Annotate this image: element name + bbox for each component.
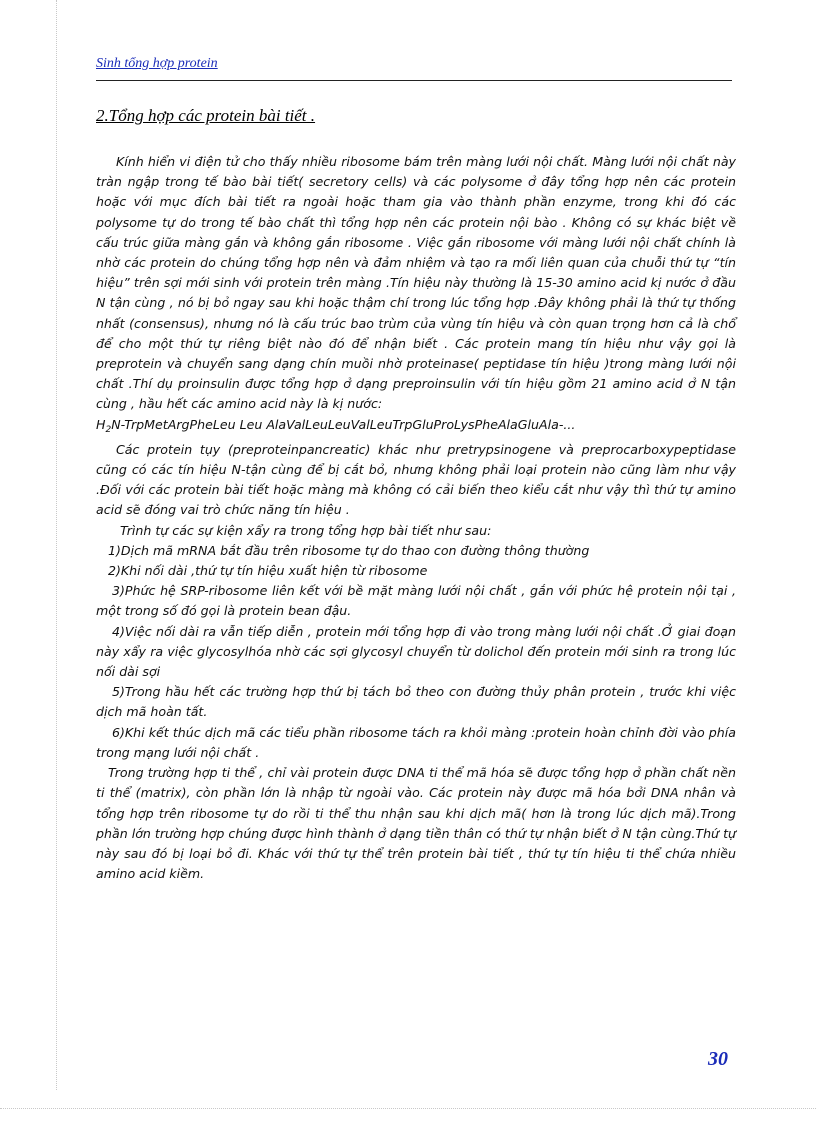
section-title: 2.Tổng hợp các protein bài tiết .: [96, 106, 316, 125]
paragraph-sequence-intro: Trình tự các sự kiện xẩy ra trong tổng hợp bài tiết như sau:: [120, 522, 492, 538]
page-number: 30: [708, 1048, 728, 1070]
header-divider: [96, 80, 732, 81]
page-border-left: [56, 0, 57, 1090]
document-body: [96, 152, 736, 884]
sequence-subscript: 2: [105, 424, 112, 435]
step-6: 6)Khi kết thúc dịch mã các tiểu phần ribosome tách ra khỏi màng :protein hoàn chỉnh đời vào phía trong mạng lưới nội chất .: [96, 724, 736, 760]
sequence-rest: N-TrpMetArgPheLeu Leu AlaValLeuLeuValLeuTrpGluProLysPheAlaGluAla-...: [111, 416, 576, 432]
step-3: 3)Phức hệ SRP-ribosome liên kết với bề mặt màng lưới nội chất , gắn với phức hệ protein nội tại , một trong số đó gọi là protein bean đậu.: [96, 583, 736, 619]
step-1: 1)Dịch mã mRNA bắt đầu trên ribosome tự do thao con đường thông thường: [108, 542, 590, 558]
step-2: 2)Khi nối dài ,thứ tự tín hiệu xuất hiện từ ribosome: [108, 563, 428, 579]
amino-acid-sequence: [96, 415, 736, 440]
header-title[interactable]: Sinh tổng hợp protein: [96, 56, 218, 71]
paragraph-mitochondria: Trong trường hợp ti thể , chỉ vài protein được DNA ti thể mã hóa sẽ được tổng hợp ở phần chất nền ti thể (matrix), còn phần lớn là nhập từ ngoài vào. Các protein này được mã hóa bởi DNA nhân và tổng hợp trên ribosome tự do rồi ti thể thu nhận sau khi dịch mã( hơn là trong lúc dịch mã).Trong phần lớn trường hợp chúng được hình thành ở dạng tiền thân có thứ tự nhận biết ở N tận cùng.Thứ tự này sau đó bị loại bỏ đi. Khác với thứ tự thể trên protein bài tiết , thứ tự tín hiệu ti thể chứa nhiều amino acid kiềm.: [96, 765, 736, 882]
paragraph-intro: Kính hiển vi điện tử cho thấy nhiều ribosome bám trên màng lưới nội chất. Màng lưới nội chất này tràn ngập trong tế bào bài tiết( secretory cells) và các polysome ở đây tổng hợp nên các protein hoặc với mục đích bài tiết ra ngoài hoặc tham gia vào thành phần enzyme, trong khi đó các polysome tự do trong tế bào chất thì tổng hợp nên các protein nội bào . Không có sự khác biệt về cấu trúc giữa màng gắn và không gắn ribosome . Việc gắn ribosome với màng lưới nội chất chính là nhờ các protein do chúng tổng hợp nên và đảm nhiệm và tạo ra mối liên quan của chuỗi thứ tự “tín hiệu” trên sợi mới sinh với protein trên màng .Tín hiệu này thường là 15-30 amino acid kị nước ở đầu N tận cùng , nó bị bỏ ngay sau khi hoặc thậm chí trong lúc tổng hợp .Đây không phải là thứ tự thống nhất (consensus), nhưng nó là cấu trúc bao trùm của vùng tín hiệu và còn quan trọng hơn cả là chổ để cho một thứ tự riêng biệt nào đó để nhận biết . Các protein mang tín hiệu như vậy gọi là preprotein và chuyển sang dạng chín muồi nhờ proteinase( peptidase tín hiệu )trong màng lưới nội chất .Thí dụ proinsulin được tổng hợp ở dạng preproinsulin với tín hiệu gồm 21 amino acid ở N tận cùng , hầu hết các amino acid này là kị nước:: [96, 154, 736, 412]
step-4: 4)Việc nối dài ra vẫn tiếp diễn , protein mới tổng hợp đi vào trong màng lưới nội chất .Ở giai đoạn này xẩy ra việc glycosylhóa nhờ các sợi glycosyl chuyển từ dolichol đến protein mới sinh ra trong lúc nối dài sợi: [96, 623, 736, 680]
paragraph-pancreatic: Các protein tụy (preproteinpancreatic) khác như pretrypsinogene và preprocarboxypeptidase cũng có các tín hiệu N-tận cùng để bị cắt bỏ, nhưng không phải loại protein nào cũng làm như vậy .Đối với các protein bài tiết hoặc màng mà không có cải biến theo kiểu cắt như vậy thì thứ tự amino acid sẽ đóng vai trò chức năng tín hiệu .: [96, 441, 736, 518]
sequence-prefix: H: [96, 416, 106, 432]
page-border-bottom: [0, 1108, 816, 1109]
step-5: 5)Trong hầu hết các trường hợp thứ bị tách bỏ theo con đường thủy phân protein , trước khi việc dịch mã hoàn tất.: [96, 684, 736, 720]
